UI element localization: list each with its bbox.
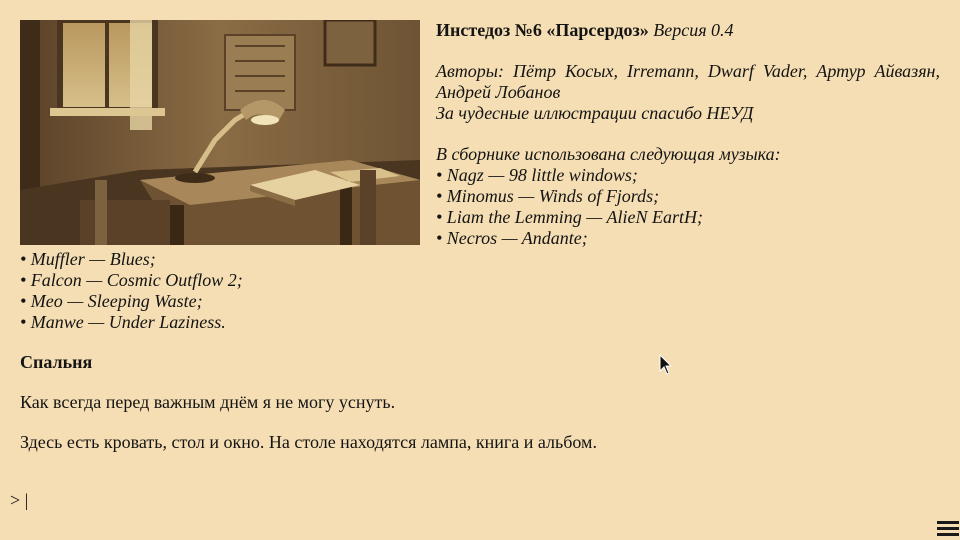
music-intro: В сборнике использована следующая музыка:	[436, 144, 781, 164]
music-list-item: • Falcon — Cosmic Outflow 2;	[20, 270, 243, 290]
game-text-area	[20, 20, 940, 453]
illustrations-credit: За чудесные иллюстрации спасибо НЕУД	[436, 103, 754, 123]
authors-credit: Авторы: Пётр Косых, Irremann, Dwarf Vader, Артур Айвазян, Андрей Лобанов	[436, 61, 940, 102]
room-description-line: Здесь есть кровать, стол и окно. На столе находятся лампа, книга и альбом.	[20, 432, 597, 452]
music-list-item: • Manwe — Under Laziness.	[20, 312, 226, 332]
command-input[interactable]: > |	[10, 490, 29, 510]
music-list-item: • Necros — Andante;	[436, 228, 588, 248]
music-list-item: • Meo — Sleeping Waste;	[20, 291, 203, 311]
room-description-line: Как всегда перед важным днём я не могу уснуть.	[20, 392, 396, 412]
music-list-item: • Minomus — Winds of Fjords;	[436, 186, 660, 206]
hamburger-menu-icon[interactable]	[937, 521, 959, 538]
music-list-item: • Nagz — 98 little windows;	[436, 165, 638, 185]
bedroom-illustration	[20, 20, 420, 245]
mouse-pointer-icon	[659, 354, 673, 376]
game-version: Версия 0.4	[653, 20, 734, 40]
game-title: Инстедоз №6 «Парсердоз»	[436, 20, 649, 40]
room-title: Спальня	[20, 352, 93, 372]
music-list-item: • Liam the Lemming — AlieN EartH;	[436, 207, 703, 227]
music-list-item: • Muffler — Blues;	[20, 249, 156, 269]
